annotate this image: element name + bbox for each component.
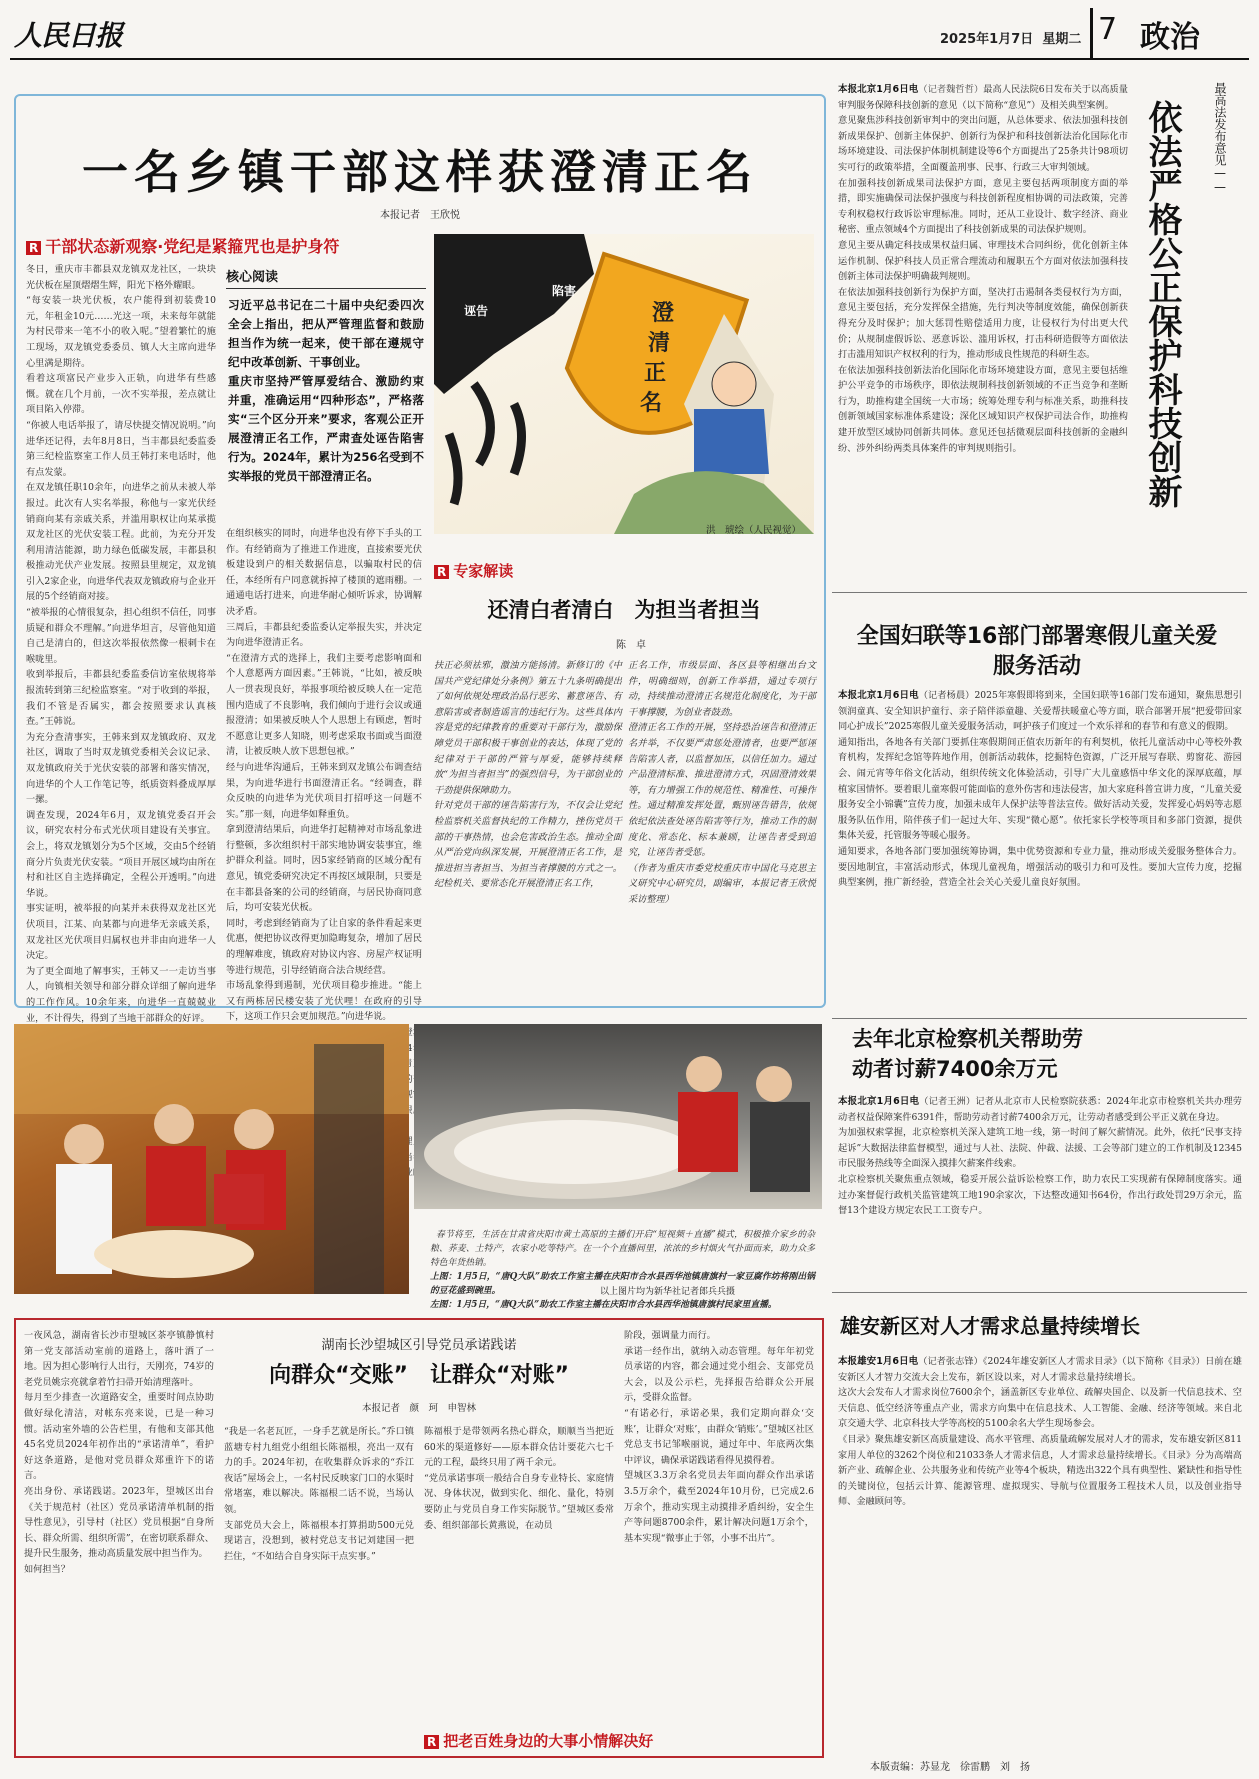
lead-story-box <box>14 94 826 1024</box>
prosecutor-body: 本报北京1月6日电（记者王洲）记者从北京市人民检察院获悉：2024年北京市检察机关共办理劳动者权益保障案件6391件，帮助劳动者讨薪7400余万元，让劳动者感受到公平正义就在身边。 为加强权索掌握，北京检察机关深入建筑工地一线，第一时间了解欠薪情况。此外，依托“民事支持起诉”大数据法律监督模型，通过与人社、法院、仲裁、法援、工会等部门建立的工作机制及12345市民服务热线等全面深入摸排欠薪案件线索。 北京检察机关聚焦重点领域，稳妥开展公益诉讼检察工作，助力农民工实现薪有保障制度落实。通过办案督促行政机关监管建筑工地190余家次，下达整改通知书64份，作出行政处罚29万余元，监督13个建设方规定农民工工资专户。 <box>838 1096 1242 1217</box>
footer-badge-icon: R <box>424 1735 439 1749</box>
column-label: R 干部状态新观察·党纪是紧箍咒也是护身符 <box>26 234 339 257</box>
cartoon-credit: 洪 琥绘（人民视觉） <box>706 525 802 536</box>
newspaper-logo: 人民日报 <box>14 19 123 52</box>
changsha-footer-label: R 把老百姓身边的大事小情解决好 <box>424 1730 653 1751</box>
prosecutor-headline: 去年北京检察机关帮助劳动者讨薪7400余万元 <box>852 1027 1083 1081</box>
core-reading-text: 习近平总书记在二十届中央纪委四次全会上指出，把从严管理监督和鼓励担当作为统一起来，使干部在遵规守纪中改革创新、干事创业。 重庆市坚持严管厚爱结合、激励约束并重，准确运用“四种形态”，严格落实“三个区分开来”要求，客观公正开展澄清正名工作，严肃查处诬告陷害行为。2024年，累计为256名受到不实举报的党员干部澄清正名。 <box>228 298 424 483</box>
tech-vertical-headline: 依法严格公正保护科技创新 <box>1142 100 1182 508</box>
tech-kicker: 最高法发布意见—— <box>1213 82 1227 194</box>
expert-author: 陈 卓 <box>616 640 646 651</box>
xiongan-body: 本报雄安1月6日电（记者张志锋）《2024年雄安新区人才需求目录》（以下简称《目录》）日前在雄安新区人才智力交流大会上发布，新区设以来，对人才需求总量持续增长。 这次大会发布人才需求岗位7600余个，涵盖新区专业单位、疏解央国企、以及新一代信息技术、空天信息、低空经济等重点产业，需求方向集中在信息技术、人工智能、金融、经济等领域。来自北京交通大学、北京科技大学等高校的5100余名大学生现场参会。 《目录》聚焦雄安新区高质量建设、高水平管理、高质量疏解发展对人才的需求，发布雄安新区811家用人单位的3262个岗位和21033条人才需求信息，人才需求总量持续增长。《目录》分为高端高新产业、疏解企业、公共服务业和传统产业等4个板块，精选出322个具有典型性、紧缺性和指导性的关键岗位，包括云计算、能源管理、虚拟现实、导航与位置服务工程技术人员，以及创业指导师、金融顾问等。 <box>838 1356 1242 1508</box>
column-badge-icon: R <box>26 241 41 255</box>
photo-credit: 以上图片均为新华社记者郎兵兵摄 <box>600 1287 736 1297</box>
photo-right-svg <box>414 1024 822 1209</box>
section-name: 政治 <box>1140 20 1200 55</box>
sidebar-tech-story <box>832 70 1247 570</box>
changsha-column-4: 阶段，强调量力而行。 承诺一经作出，就纳入动态管理。每年年初党员承诺的内容，都会通过党小组会、支部党员大会，以及公示栏，先择报告给群众公开展示，受群众监督。 “有诺必行，承诺必果，我们定期向群众‘交账’，让群众‘对账’，由群众‘销账’。”望城区社区党总支书记邹喉丽说，通过年中、年底两次集中评议，确保承诺践诺看得见摸得着。 望城区3.3万余名党员去年面向群众作出承诺3.5万余个，截至2024年10月份，已完成2.6万余个，推动实现主动摸排矛盾纠纷，安全生产等问题8700余件，累计解决问题1万余个，基本实现“微事止于邻，小事不出片”。 <box>624 1330 814 1544</box>
changsha-column-2: “我是一名老瓦匠，一身手艺就是所长。”乔口镇蓝塘专村九组党小组组长陈福根，亮出一双有力的手。2024年初，在收集群众诉求的“乔江夜话”屋场会上，一名村民反映家门口的水渠时常堵塞，难以解决。陈福根二话不说，当场认领。 支部党员大会上，陈福根本打算捐助500元兑现诺言，没想到，被村党总支书记刘建国一把拦住，“不如结合自身实际干点实事。” <box>224 1426 414 1562</box>
expert-headline: 还清白者清白 为担当者担当 <box>487 598 761 622</box>
sidebar-divider-2 <box>832 1018 1247 1019</box>
section-tab-bar <box>1090 8 1093 58</box>
xiongan-headline: 雄安新区对人才需求总量持续增长 <box>840 1314 1140 1338</box>
cartoon-label-6: 名 <box>640 391 663 416</box>
tech-body-text: 最高人民法院6日发布关于以高质量审判服务保障科技创新的意见（以下简称“意见”）及相关典型案例。 意见聚焦涉科技创新审判中的突出问题，从总体要求、依法加强科技创新成果保护、创新主体保护、创新行为保护和科技创新法治化国际化市场环境建设、司法保护体制机制建设等6个方面提出了25条共计98项切实可行的政策举措，全面覆盖刑事、民事、行政三大审判领域。 在加强科技创新成果司法保护方面，意见主要包括两项制度方面的举措，即实施确保司法保护强度与科技创新程度相协调的司法政策，完善专利权稳权行政诉讼审理标准。同时，还从工业设计、数字经济、商业秘密、重点领域4个方面提出了科技创新成果的司法保护规则。 意见主要从确定科技成果权益归属、审理技术合同纠纷，优化创新主体运作机制、保护科技人员正常合理流动和履职五个方面对依法加强科技创新主体司法保护明确裁判规则。 在依法加强科技创新行为保护方面，坚决打击遏制各类侵权行为方面，意见主要包括，充分发挥保全措施，先行判决等制度效能，确保创新获得充分及时保护；加大惩罚性赔偿适用力度，让侵权行为付出更大代价；从规制虚假诉讼、恶意诉讼、滥用诉权，打击科研造假等方面依法打击滥用知识产权权利的行为，推动形成良性规范的科研生态。 在依法加强科技创新法治化国际化市场环境建设方面，意见主要包括维护公平竞争的市场秩序，即依法规制科技创新领域的不正当竞争和垄断行为，助推构建全国统一大市场；统筹处理专利与标准关系，助推科技创新领域国家标准体系建设；深化区域知识产权保护司法合作，助推构建开放型区域协同创新共同体。意见还包括微观层面科技创新的金融纠纷、涉外纠纷两类具体案件的审判规则指引。 <box>838 84 1128 454</box>
cartoon-label-1: 诬告 <box>464 304 489 318</box>
lead-column-2: 在组织核实的同时，向进华也没有停下手头的工作。有经销商为了推进工作进度，直接索要光伏板建设到户的相关数据信息，以骗取村民的信任，本经所有户同意就拆掉了楼顶的遮雨棚。一通通电话打进来，向进华耐心倾听诉求，协调解决矛盾。 三周后，丰都县纪委监委认定举报失实，并决定为向进华澄清正名。 “在澄清方式的选择上，我们主要考虑影响面和个人意愿两方面因素。”王韩说，“比如，被反映人一贯表现良好，举报事项给被反映人在一定范围内造成了不良影响，我们倾向于进行会议或通报澄清；如果被反映人个人思想上有顾虑，暂时不愿意让更多人知晓，则考虑采取书面或当面澄清，让被反映人放下思想包袱。” 经与向进华沟通后，王韩来到双龙镇公布调查结果，为向进华进行书面澄清正名。“经调查，群众反映的向进华为光伏项目打招呼这一问题不实。”那一刻，向进华如释重负。 拿到澄清结果后，向进华打起精神对市场乱象进行整顿，多次组织村干部实地协调安装事宜，维护群众利益。同时，因5家经销商的区域分配有意见，镇党委研究决定不再按区域限制，只要是在丰都县备案的公司的经销商，与居民协商同意后，均可安装光伏板。 同时，考虑到经销商为了让自家的条件看起来更优惠，便把协议改得更加隐晦复杂，增加了居民的理解难度，镇政府对协议内容、房屋产权证明等进行规范，引导经销商合法合规经营。 市场乱象得到遏制，光伏项目稳步推进。“能上又有两栋居民楼安装了光伏哩！在政府的引导下，这项工作只会更加规范。”向进华说。 <box>226 528 422 1023</box>
lead-column-1: 冬日，重庆市丰都县双龙镇双龙社区，一块块光伏板在屋顶熠熠生辉，阳光下格外耀眼。 “每安装一块光伏板，农户能得到初装费10元，年租金10元……光这一项，未来每年就能为村民带来一笔不小的收入呢。”望着繁忙的施工现场，双龙镇党委委员、镇人大主席向进华心里满是期待。 看着这项富民产业步入正轨，向进华有些感慨。就在几个月前，一次不实举报，差点就让项目陷入停滞。 “你被人电话举报了，请尽快提交情况说明。”向进华还记得，去年8月8日，当丰都县纪委监委第三纪检监察室工作人员王韩打来电话时，他有点发蒙。 在双龙镇任职10余年，向进华之前从未被人举报过。此次有人实名举报，称他与一家光伏经销商向某有亲戚关系，并滥用职权让向某承揽双龙社区的光伏安装工程。此前，为充分开发利用清洁能源，助力绿色低碳发展，丰都县积极推动光伏产业发展。按照县里规定，双龙镇引入2家企业，向进华代表双龙镇政府与企业开展的5个经销商对接。 “被举报的心情很复杂，担心组织不信任，同事质疑和群众不理解。”向进华坦言，尽管他知道自己是清白的，但这次举报依然像一根刺卡在喉咙里。 收到举报后，丰都县纪委监委信访室依规将举报流转到第三纪检监察室。“对于收到的举报，我们不管是否属实，都会按照要求认真核查。”王韩说。 为充分查清事实，王韩来到双龙镇政府、双龙社区，调取了当时双龙镇党委相关会议记录、双龙镇政府关于光伏安装的部署和落实情况，向进华的个人工作笔记等，纸质资料叠成厚厚一摞。 调查发现，2024年6月，双龙镇党委召开会议，研究农村分布式光伏项目建设有关事宜。会上，将双龙镇划分为5个区域，交由5个经销商分片负责光伏安装。“项目开展区域均由所在村和社区自主选择确定，全程公开透明。”向进华说。 事实证明，被举报的向某并未获得双龙社区光伏项目，江某、向某都与向进华无亲戚关系，双龙社区光伏项目归属权也并非由向进华一人决定。 为了更全面地了解事实，王韩又一一走访当事人，向镇相关领导和部分群众详细了解向进华的工作作风。10余年来，向进华一直兢兢业业，不计得失，得到了当地干部群众的好评。 <box>26 264 216 1024</box>
expert-badge-icon: R <box>434 565 449 579</box>
changsha-kicker: 湖南长沙望城区引导党员承诺践诺 <box>321 1338 517 1353</box>
xiongan-story <box>832 1296 1247 1726</box>
lead-headline: 一名乡镇干部这样获澄清正名 <box>82 145 758 199</box>
changsha-headline: 向群众“交账” 让群众“对账” <box>269 1363 569 1388</box>
expert-column-1: 扶正必须祛邪，激浊方能扬清。新修订的《中国共产党纪律处分条例》第五十九条明确提出了如何依规处理政治品行恶劣、蓄意诬告、有意陷害或者制造谣言的违纪行为。这些具体内容是党的纪律教育的重要对干部行为，激励保障党员干部积极干事创业的表达，体现了党的纪律对于干部的严管与厚爱，能够持续释放“为担当者担当”的强烈信号，为干部创业的干劲提供保障助力。 针对党员干部的诬告陷害行为，不仅会让党纪检监察机关监督执纪的工作精力，挫伤党员干部的干事热情，也会危害政治生态。推动全面从严治党向纵深发展，开展澄清正名工作，是推进担当者担当、为担当者撑腰的方式之一。纪检机关、要常态化开展澄清正名工作， <box>434 660 622 890</box>
cartoon-label-4: 清 <box>648 331 671 356</box>
cartoon-label-5: 正 <box>644 361 667 386</box>
women-headline: 全国妇联等16部门部署寒假儿童关爱服务活动 <box>856 624 1218 679</box>
masthead-rule <box>10 58 1249 60</box>
cartoon-svg <box>434 234 814 534</box>
tech-story-body: 本报北京1月6日电（记者魏哲哲）最高人民法院6日发布关于以高质量审判服务保障科技创新的意见（以下简称“意见”）及相关典型案例。 意见聚焦涉科技创新审判中的突出问题，从总体要求、依法加强科技创新成果保护、创新主体保护、创新行为保护和科技创新法治化国际化市场环境建设、司法保护体制机制建设等6个方面提出了25条共计98项切实可行的政策举措，全面覆盖刑事、民事、行政三大审判领域。 在加强科技创新成果司法保护方面，意见主要包括两项制度方面的举措，即实施确保司法保护强度与科技创新程度相协调的司法政策，完善专利权稳权行政诉讼审理标准。同时，还从工业设计、数字经济、商业秘密、重点领域4个方面提出了科技创新成果的司法保护规则。 意见主要从确定科技成果权益归属、审理技术合同纠纷，优化创新主体运作机制、保护科技人员正常合理流动和履职五个方面对依法加强科技创新主体司法保护明确裁判规则。 在依法加强科技创新行为保护方面，坚决打击遏制各类侵权行为方面，意见主要包括，充分发挥保全措施，先行判决等制度效能，确保创新获得充分及时保护；加大惩罚性赔偿适用力度，让侵权行为付出更大代价；从规制虚假诉讼、恶意诉讼、滥用诉权，打击科研造假等方面依法打击滥用知识产权权利的行为，推动形成良性规范的科研生态。 在依法加强科技创新法治化国际化市场环境建设方面，意见主要包括维护公平竞争的市场秩序，即依法规制科技创新领域的不正当竞争和垄断行为，助推构建全国统一大市场；统筹处理专利与标准关系，助推科技创新领域国家标准体系建设；深化区域知识产权保护司法合作，助推构建开放型区域协同创新共同体。意见还包括微观层面科技创新的金融纠纷、涉外纠纷两类具体案件的审判规则指引。 <box>838 84 1128 454</box>
sidebar-divider-3 <box>832 1292 1247 1293</box>
cartoon-label-3: 澄 <box>652 301 675 326</box>
cartoon-illustration <box>434 234 814 534</box>
cartoon-label-2: 陷害 <box>552 284 577 298</box>
prosecutor-story <box>832 1024 1247 1294</box>
changsha-column-3: 陈福根于是带领两名热心群众，顺顺当当把近60米的渠道修好——原本群众估计要花六七千元的工程，最终只用了两千余元。 “党员承诺事项一般结合自身专业特长、家庭情况、身体状况，做到实化、细化、量化，特别要防止与党员自身工作实际脱节。”望城区委常委、组织部部长黄燕说，在动员 <box>424 1426 614 1531</box>
women-body: 本报北京1月6日电（记者杨晨）2025年寒假即将到来，全国妇联等16部门发布通知，聚焦思想引领润童真、安全知识护童行、亲子陪伴添童趣、关爱帮扶暖童心等方面，联合部署开展“把爱带回家 同心护成长”2025寒假儿童关爱服务活动，呵护孩子们度过一个欢乐祥和的春节和有意义的假期。 通知指出，各地各有关部门要抓住寒假期间正值农历新年的有利契机，依托儿童活动中心等校外教育机构，发挥纪念馆等阵地作用，创新活动载体，挖掘特色资源，广泛开展写春联、剪窗花、游园会、闹元宵等年俗文化活动，组织传统文化体验活动，引导广大儿童感悟中华文化的深厚底蕴，厚植家国情怀。要着眼儿童寒假可能面临的意外伤害和违法侵害，加大家庭科普宣讲力度，“儿童关爱服务安全小锦囊”宣传力度，加强未成年人保护法等普法宣传。做好活动关爱，发挥爱心妈妈等志愿服务队伍作用，陪伴孩子们一起过大年、实现“微心愿”。依托家长学校等项目和多部门资源，提供集体关爱，托管服务等暖心服务。 通知要求，各地各部门要加强统筹协调，集中优势资源和专业力量，推动形成关爱服务整体合力。要因地制宜，丰富活动形式，体现儿童视角，增强活动的吸引力和可及性。要加大宣传力度，挖掘典型案例，推广新经验，营造全社会关心关爱儿童良好氛围。 <box>838 690 1242 889</box>
photo-caption: 春节将至，生活在甘肃省庆阳市黄土高原的主播们开启“短视频＋直播”模式，积极推介家乡的杂粮、荞麦、土特产，农家小吃等特产。在一个个直播间里，浓浓的乡村烟火气扑面而来，助力众多特色年货热销。 上图：1月5日，“唐Q大队”助农工作室主播在庆阳市合水县西华池镇唐旗村一家豆腐作坊将刚出锅的豆花盛到碗里。 左图：1月5日，“唐Q大队”助农工作室主播在庆阳市合水县西华池镇唐旗村民家里直播。 <box>430 1230 816 1310</box>
women-story <box>832 600 1247 1010</box>
changsha-byline: 本报记者 颜 珂 申智林 <box>361 1403 476 1414</box>
sidebar-divider-1 <box>832 592 1247 593</box>
changsha-story-box <box>14 1318 824 1758</box>
photo-left-svg <box>14 1024 409 1294</box>
lead-byline: 本报记者 王欣悦 <box>380 210 460 221</box>
expert-column-2: 正名工作，市级层面、各区县等相继出台文件，明确细则，创新工作举措，通过专项行动，持续推动澄清正名规范化制度化，为干部干事撑腰，为创业者鼓劲。 澄清正名工作的开展，坚持恐治诬告和澄清正名并举，不仅要严肃惩处澄清者，也要严惩诬告陷害人者，以监督加压，以信任加力。通过产品澄清标准、推进澄清方式，巩固澄清效果等，有力增强工作的规范性、精准性、可操作性。通过精准发挥处置，甄别诬告错告，依规依纪依法查处诬告陷害等行为，推动工作的制度化、常态化、标本兼顾，让诬告者受到追究，让诬告者受惩。 （作者为重庆市委党校重庆市中国化马克思主义研究中心研究员，副编审，本报记者王欣悦采访整理） <box>628 660 816 905</box>
changsha-column-1: 一夜风急，湖南省长沙市望城区茶亭镇静慎村第一党支部活动室前的道路上，落叶洒了一地。因为担心影响行人出行，天刚亮，74岁的老党员姚宗亮就拿着竹扫帚开始清理落叶。 每月至少排查一次道路安全，重要时间点协助做好绿化清洁，对帐东亮来说，已是一种习惯。活动室外墙的公告栏里，有他和支部其他45名党员2024年初作出的“承诺清单”，看护好这条道路，是他对党员群众郑重许下的诺言。 亮出身份、承诺践诺。2023年，望城区出台《关于规范村（社区）党员承诺清单机制的指导性意见》，引导村（社区）党员根据“自身所长、群众所需、组织所需”，在密切联系群众、提升民生服务，推动高质量发展中担当作为。 如何担当？ <box>24 1330 214 1575</box>
core-reading-rule <box>226 288 426 289</box>
page-editors: 本版责编：苏显龙 徐雷鹏 刘 扬 <box>870 1762 1030 1773</box>
photo-left <box>14 1024 409 1294</box>
photo-right <box>414 1024 822 1209</box>
core-reading-title: 核心阅读 <box>226 270 279 285</box>
issue-date: 2025年1月7日 星期二 <box>940 32 1082 47</box>
page-number: 7 <box>1098 12 1118 47</box>
expert-column-label: R 专家解读 <box>434 560 513 581</box>
masthead <box>0 0 1259 70</box>
